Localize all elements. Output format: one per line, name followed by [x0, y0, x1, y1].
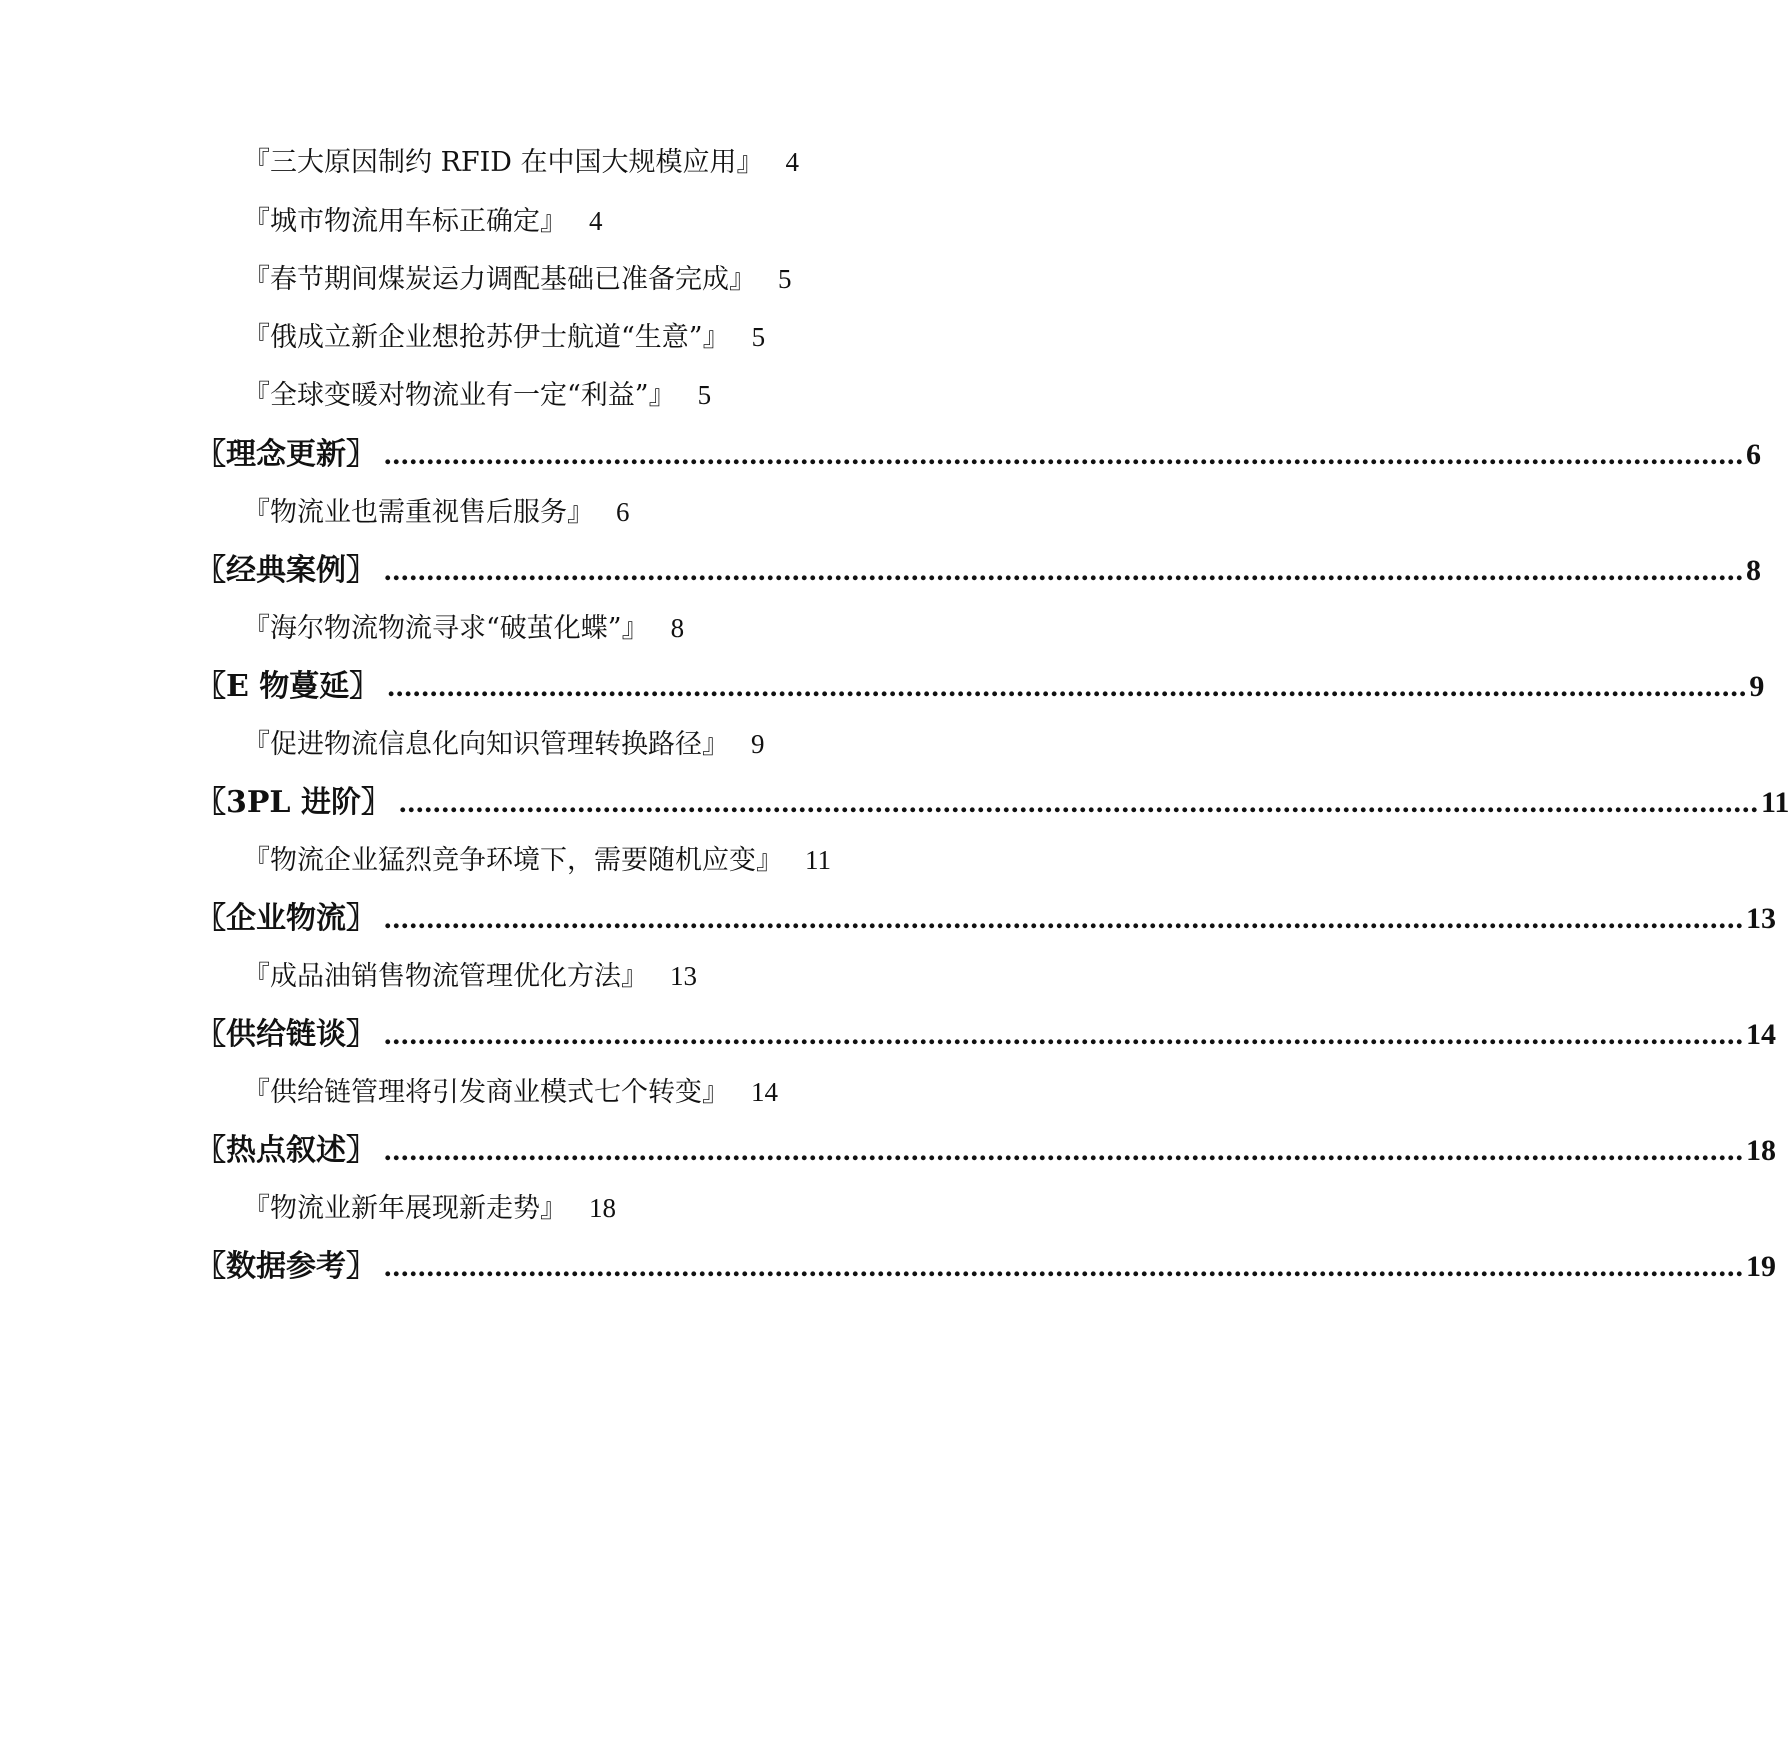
toc-section[interactable] [196, 434, 1761, 476]
toc-section[interactable] [196, 898, 1776, 940]
toc-subentry[interactable] [243, 259, 792, 300]
toc-page-number: 13 [670, 961, 697, 991]
toc-subentry-title: 『全球变暖对物流业有一定“利益”』 [243, 380, 676, 411]
dot-leader: ................................................................................................................................................................ [384, 554, 1744, 587]
toc-subentry-title: 『物流业新年展现新走势』 [243, 1193, 567, 1224]
toc-section-title: 〖数据参考〗 [196, 1249, 376, 1284]
toc-section-title: 〖E 物蔓延〗 [196, 669, 380, 704]
toc-subentry[interactable] [243, 608, 684, 649]
toc-page-number: 18 [1746, 1134, 1776, 1167]
toc-section[interactable] [196, 550, 1761, 592]
toc-section-title: 〖热点叙述〗 [196, 1133, 376, 1168]
toc-subentry-title: 『城市物流用车标正确定』 [243, 206, 567, 237]
toc-subentry-title: 『成品油销售物流管理优化方法』 [243, 961, 648, 992]
toc-page-number: 5 [697, 380, 712, 410]
toc-subentry-title: 『海尔物流物流寻求“破茧化蝶”』 [243, 613, 649, 644]
toc-page-number: 13 [1746, 902, 1776, 935]
toc-page-number: 5 [778, 264, 792, 294]
toc-page-number: 11 [1760, 786, 1789, 819]
toc-page-number: 11 [805, 845, 831, 875]
dot-leader: ................................................................................................................................................................ [384, 902, 1744, 935]
toc-section-title: 〖3PL 进阶〗 [196, 785, 391, 820]
toc-section[interactable] [196, 1246, 1776, 1288]
toc-section-title: 〖经典案例〗 [196, 553, 376, 588]
toc-section[interactable] [196, 1014, 1776, 1056]
toc-subentry-title: 『物流业也需重视售后服务』 [243, 497, 594, 528]
toc-subentry-title: 『供给链管理将引发商业模式七个转变』 [243, 1077, 729, 1108]
toc-section[interactable] [196, 666, 1765, 708]
toc-subentry[interactable] [243, 142, 799, 183]
toc-page-number: 14 [751, 1077, 778, 1107]
toc-page-number: 8 [670, 613, 685, 643]
toc-page-number: 5 [751, 322, 766, 352]
toc-subentry-title: 『物流企业猛烈竞争环境下，需要随机应变』 [243, 845, 783, 876]
toc-page-number: 4 [589, 206, 603, 236]
toc-page-number: 4 [785, 147, 800, 177]
toc-subentry[interactable] [243, 1072, 778, 1113]
toc-section[interactable] [196, 782, 1789, 824]
toc-subentry-title: 『俄成立新企业想抢苏伊士航道“生意”』 [243, 322, 730, 353]
toc-section-title: 〖理念更新〗 [196, 437, 376, 472]
toc-page-number: 9 [1749, 670, 1765, 703]
toc-page-number: 19 [1746, 1250, 1776, 1283]
dot-leader: ................................................................................................................................................................ [398, 786, 1759, 819]
toc-subentry[interactable] [243, 956, 697, 997]
toc-subentry[interactable] [243, 1188, 616, 1229]
toc-subentry[interactable] [243, 375, 711, 416]
toc-subentry[interactable] [243, 724, 765, 765]
toc-subentry[interactable] [243, 317, 765, 358]
dot-leader: ................................................................................................................................................................ [384, 1134, 1744, 1167]
toc-subentry[interactable] [243, 201, 603, 242]
toc-page-number: 6 [1746, 438, 1761, 471]
dot-leader: ................................................................................................................................................................ [387, 670, 1748, 703]
toc-subentry-title: 『三大原因制约 RFID 在中国大规模应用』 [243, 147, 764, 178]
toc-page-number: 9 [751, 729, 765, 759]
toc-page-number: 6 [616, 497, 630, 527]
dot-leader: ................................................................................................................................................................ [384, 1018, 1744, 1051]
toc-section-title: 〖供给链谈〗 [196, 1017, 376, 1052]
toc-subentry[interactable] [243, 840, 831, 881]
toc-section[interactable] [196, 1130, 1776, 1172]
toc-subentry[interactable] [243, 492, 630, 533]
toc-subentry-title: 『春节期间煤炭运力调配基础已准备完成』 [243, 264, 756, 295]
toc-section-title: 〖企业物流〗 [196, 901, 376, 936]
toc-subentry-title: 『促进物流信息化向知识管理转换路径』 [243, 729, 729, 760]
dot-leader: ................................................................................................................................................................ [384, 1250, 1744, 1283]
toc-page-number: 8 [1746, 554, 1761, 587]
dot-leader: ................................................................................................................................................................ [384, 438, 1744, 471]
toc-page-number: 18 [589, 1193, 616, 1223]
toc-page-number: 14 [1746, 1018, 1776, 1051]
